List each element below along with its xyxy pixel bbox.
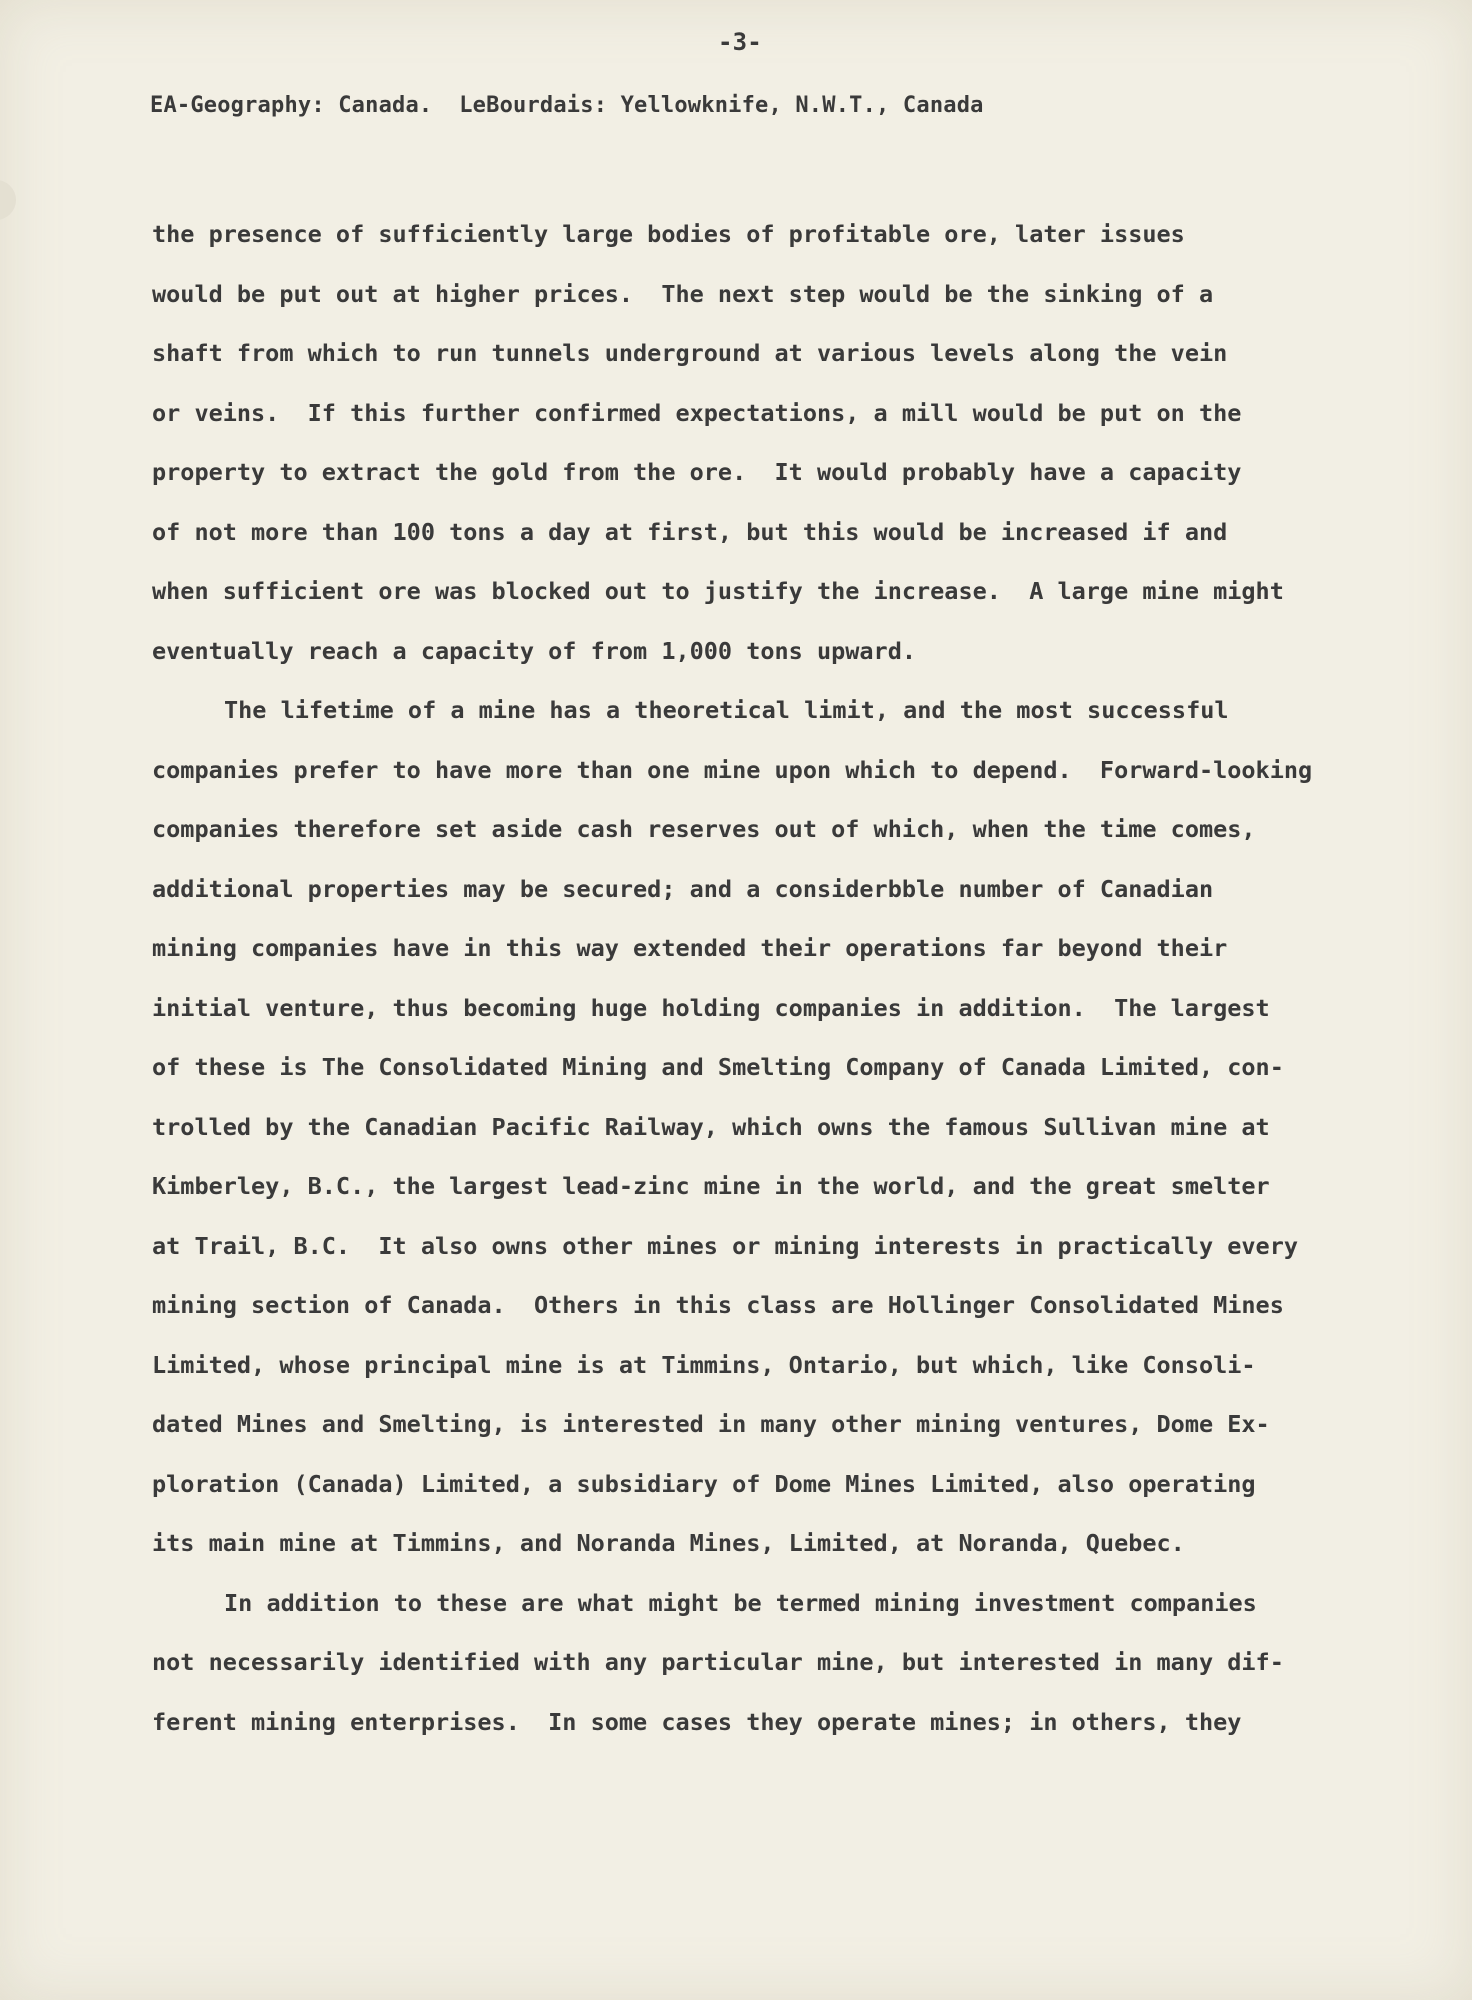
text-line: ferent mining enterprises. In some cases they operate mines; in others, they: [152, 1707, 1242, 1736]
text-line: additional properties may be secured; and a considerbble number of Canadian: [152, 874, 1214, 903]
text-line: Limited, whose principal mine is at Timmins, Ontario, but which, like Consoli-: [152, 1350, 1256, 1379]
text-line: initial venture, thus becoming huge holding companies in addition. The largest: [152, 993, 1270, 1022]
body-text: [152, 205, 1402, 1752]
text-line: companies prefer to have more than one mine upon which to depend. Forward-looking: [152, 755, 1313, 784]
text-line: of these is The Consolidated Mining and Smelting Company of Canada Limited, con-: [152, 1053, 1284, 1081]
text-line: of not more than 100 tons a day at first, but this would be increased if and: [152, 517, 1228, 546]
text-line: mining section of Canada. Others in this class are Hollinger Consolidated Mines: [152, 1291, 1284, 1319]
text-line: mining companies have in this way extended their operations far beyond their: [152, 934, 1228, 962]
text-line: its main mine at Timmins, and Noranda Mines, Limited, at Noranda, Quebec.: [152, 1529, 1185, 1557]
paragraph-start-line: The lifetime of a mine has a theoretical limit, and the most successful: [224, 696, 1229, 724]
page-number: -3-: [718, 28, 762, 56]
text-line: ploration (Canada) Limited, a subsidiary of Dome Mines Limited, also operating: [152, 1469, 1256, 1498]
text-line: trolled by the Canadian Pacific Railway, which owns the famous Sullivan mine at: [152, 1112, 1270, 1141]
punch-hole: [0, 180, 16, 220]
text-line: at Trail, B.C. It also owns other mines or mining interests in practically every: [152, 1231, 1299, 1260]
text-line: not necessarily identified with any particular mine, but interested in many dif-: [152, 1648, 1284, 1676]
text-line: or veins. If this further confirmed expectations, a mill would be put on the: [152, 398, 1242, 427]
text-line: the presence of sufficiently large bodies of profitable ore, later issues: [152, 220, 1185, 248]
text-line: dated Mines and Smelting, is interested in many other mining ventures, Dome Ex-: [152, 1410, 1270, 1438]
text-line: eventually reach a capacity of from 1,000 tons upward.: [152, 636, 917, 665]
text-line: would be put out at higher prices. The next step would be the sinking of a: [152, 279, 1214, 308]
text-line: when sufficient ore was blocked out to justify the increase. A large mine might: [152, 577, 1284, 605]
paragraph-start-line: In addition to these are what might be termed mining investment companies: [224, 1588, 1257, 1617]
text-line: companies therefore set aside cash reserves out of which, when the time comes,: [152, 815, 1256, 843]
text-line: Kimberley, B.C., the largest lead-zinc mine in the world, and the great smelter: [152, 1172, 1270, 1200]
text-line: property to extract the gold from the ore. It would probably have a capacity: [152, 458, 1242, 486]
text-line: shaft from which to run tunnels underground at various levels along the vein: [152, 339, 1228, 367]
running-header: EA-Geography: Canada. LeBourdais: Yellowknife, N.W.T., Canada: [150, 93, 984, 118]
